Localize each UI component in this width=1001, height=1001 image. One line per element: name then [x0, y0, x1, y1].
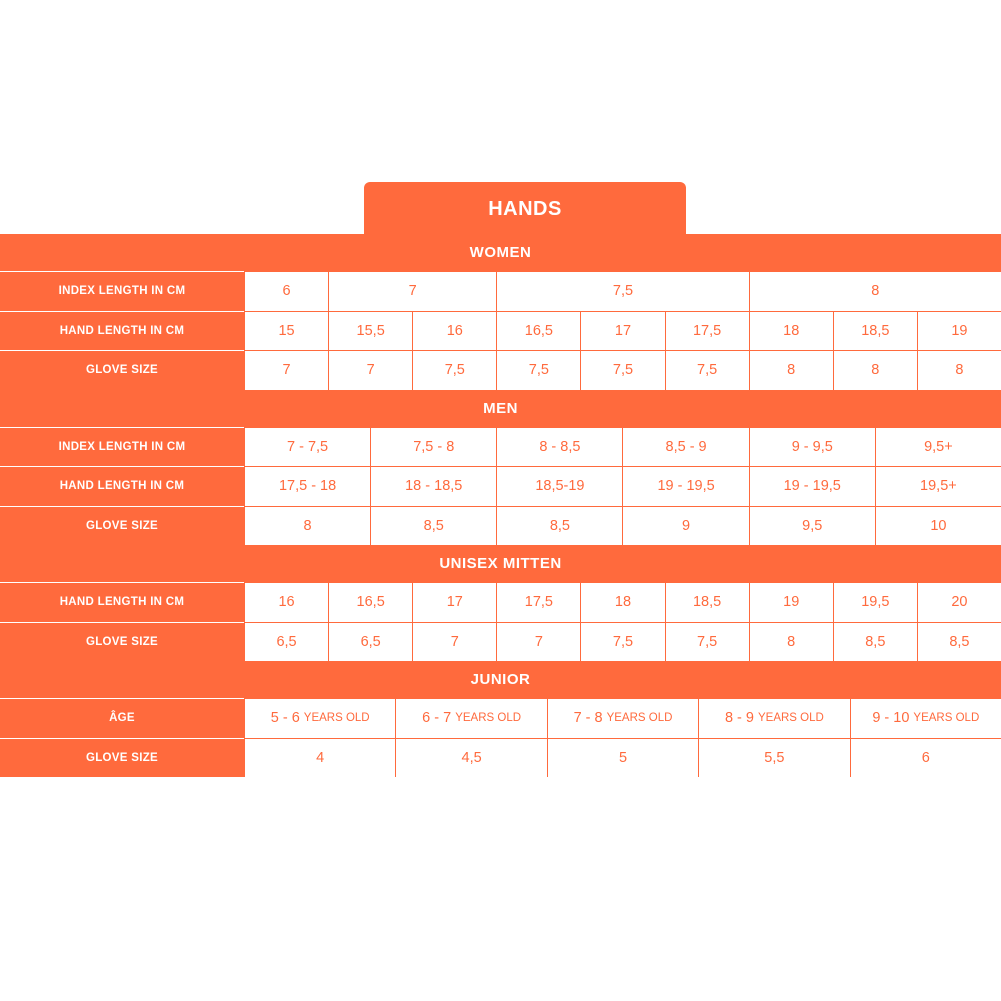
table-cell: 7,5	[581, 351, 664, 390]
table-row	[0, 738, 1001, 778]
table-row	[0, 311, 1001, 351]
table-cell: 7,5	[413, 351, 496, 390]
table-cell: 5	[548, 739, 698, 778]
table-cell: 8,5	[918, 623, 1001, 662]
table-cell: 9,5+	[876, 428, 1001, 467]
row-label: HAND LENGTH IN CM	[0, 311, 244, 351]
table-cell: 10	[876, 507, 1001, 546]
table-cell: 20	[918, 583, 1001, 622]
table-cell: 19 - 19,5	[623, 467, 748, 506]
row-label: GLOVE SIZE	[0, 506, 244, 546]
table-cell: 15	[245, 312, 328, 351]
table-cell: 16,5	[329, 583, 412, 622]
table-cell: 7 - 7,5	[245, 428, 370, 467]
table-cell: 8	[750, 623, 833, 662]
table-cell: 6 - 7 YEARS OLD	[396, 699, 546, 738]
table-cell: 7	[329, 272, 496, 311]
table-cell: 18	[750, 312, 833, 351]
table-cell: 7	[413, 623, 496, 662]
hands-title: HANDS	[364, 182, 686, 234]
table-row	[0, 582, 1001, 622]
table-cell: 9,5	[750, 507, 875, 546]
table-cell: 5,5	[699, 739, 849, 778]
table-cell: 8	[918, 351, 1001, 390]
table-cell: 7	[497, 623, 580, 662]
table-cell: 6	[245, 272, 328, 311]
table-cell: 6,5	[245, 623, 328, 662]
table-cell: 18,5	[666, 583, 749, 622]
table-cell: 4	[245, 739, 395, 778]
table-cell: 16	[245, 583, 328, 622]
row-label: GLOVE SIZE	[0, 738, 244, 778]
table-cell: 6	[851, 739, 1001, 778]
table-cell: 18,5	[834, 312, 917, 351]
table-cell: 17	[413, 583, 496, 622]
table-cell: 8 - 8,5	[497, 428, 622, 467]
table-cell: 6,5	[329, 623, 412, 662]
table-cell: 19	[918, 312, 1001, 351]
table-cell: 18	[581, 583, 664, 622]
row-label: HAND LENGTH IN CM	[0, 466, 244, 506]
row-label: ÂGE	[0, 698, 244, 738]
table-cell: 8 - 9 YEARS OLD	[699, 699, 849, 738]
row-label: GLOVE SIZE	[0, 622, 244, 662]
table-cell: 7,5 - 8	[371, 428, 496, 467]
section-header-junior: JUNIOR	[0, 661, 1001, 698]
table-cell: 8,5	[497, 507, 622, 546]
table-cell: 17,5	[666, 312, 749, 351]
table-cell: 7,5	[581, 623, 664, 662]
section-header-women: WOMEN	[0, 234, 1001, 271]
table-row	[0, 466, 1001, 506]
row-label: HAND LENGTH IN CM	[0, 582, 244, 622]
table-cell: 16	[413, 312, 496, 351]
table-cell: 8	[245, 507, 370, 546]
table-cell: 7	[329, 351, 412, 390]
table-cell: 7,5	[666, 623, 749, 662]
table-cell: 18,5-19	[497, 467, 622, 506]
table-cell: 8,5 - 9	[623, 428, 748, 467]
table-cell: 8,5	[371, 507, 496, 546]
table-row	[0, 427, 1001, 467]
table-row	[0, 271, 1001, 311]
table-cell: 17,5 - 18	[245, 467, 370, 506]
table-row	[0, 350, 1001, 390]
table-cell: 8	[834, 351, 917, 390]
table-cell: 9	[623, 507, 748, 546]
table-row	[0, 698, 1001, 738]
table-cell: 4,5	[396, 739, 546, 778]
table-cell: 19 - 19,5	[750, 467, 875, 506]
table-cell: 17	[581, 312, 664, 351]
table-cell: 9 - 9,5	[750, 428, 875, 467]
table-cell: 17,5	[497, 583, 580, 622]
section-header-unisex-mitten: UNISEX MITTEN	[0, 545, 1001, 582]
table-cell: 8	[750, 272, 1001, 311]
glove-size-table	[0, 234, 1001, 777]
section-header-men: MEN	[0, 390, 1001, 427]
row-label: INDEX LENGTH IN CM	[0, 427, 244, 467]
row-label: INDEX LENGTH IN CM	[0, 271, 244, 311]
table-cell: 8,5	[834, 623, 917, 662]
table-row	[0, 622, 1001, 662]
table-cell: 7,5	[666, 351, 749, 390]
table-cell: 15,5	[329, 312, 412, 351]
table-cell: 19,5	[834, 583, 917, 622]
table-row	[0, 506, 1001, 546]
table-cell: 7,5	[497, 351, 580, 390]
table-cell: 7,5	[497, 272, 748, 311]
row-label: GLOVE SIZE	[0, 350, 244, 390]
table-cell: 7	[245, 351, 328, 390]
table-cell: 5 - 6 YEARS OLD	[245, 699, 395, 738]
table-cell: 19	[750, 583, 833, 622]
table-cell: 7 - 8 YEARS OLD	[548, 699, 698, 738]
table-cell: 18 - 18,5	[371, 467, 496, 506]
table-cell: 8	[750, 351, 833, 390]
table-cell: 16,5	[497, 312, 580, 351]
table-cell: 19,5+	[876, 467, 1001, 506]
table-cell: 9 - 10 YEARS OLD	[851, 699, 1001, 738]
